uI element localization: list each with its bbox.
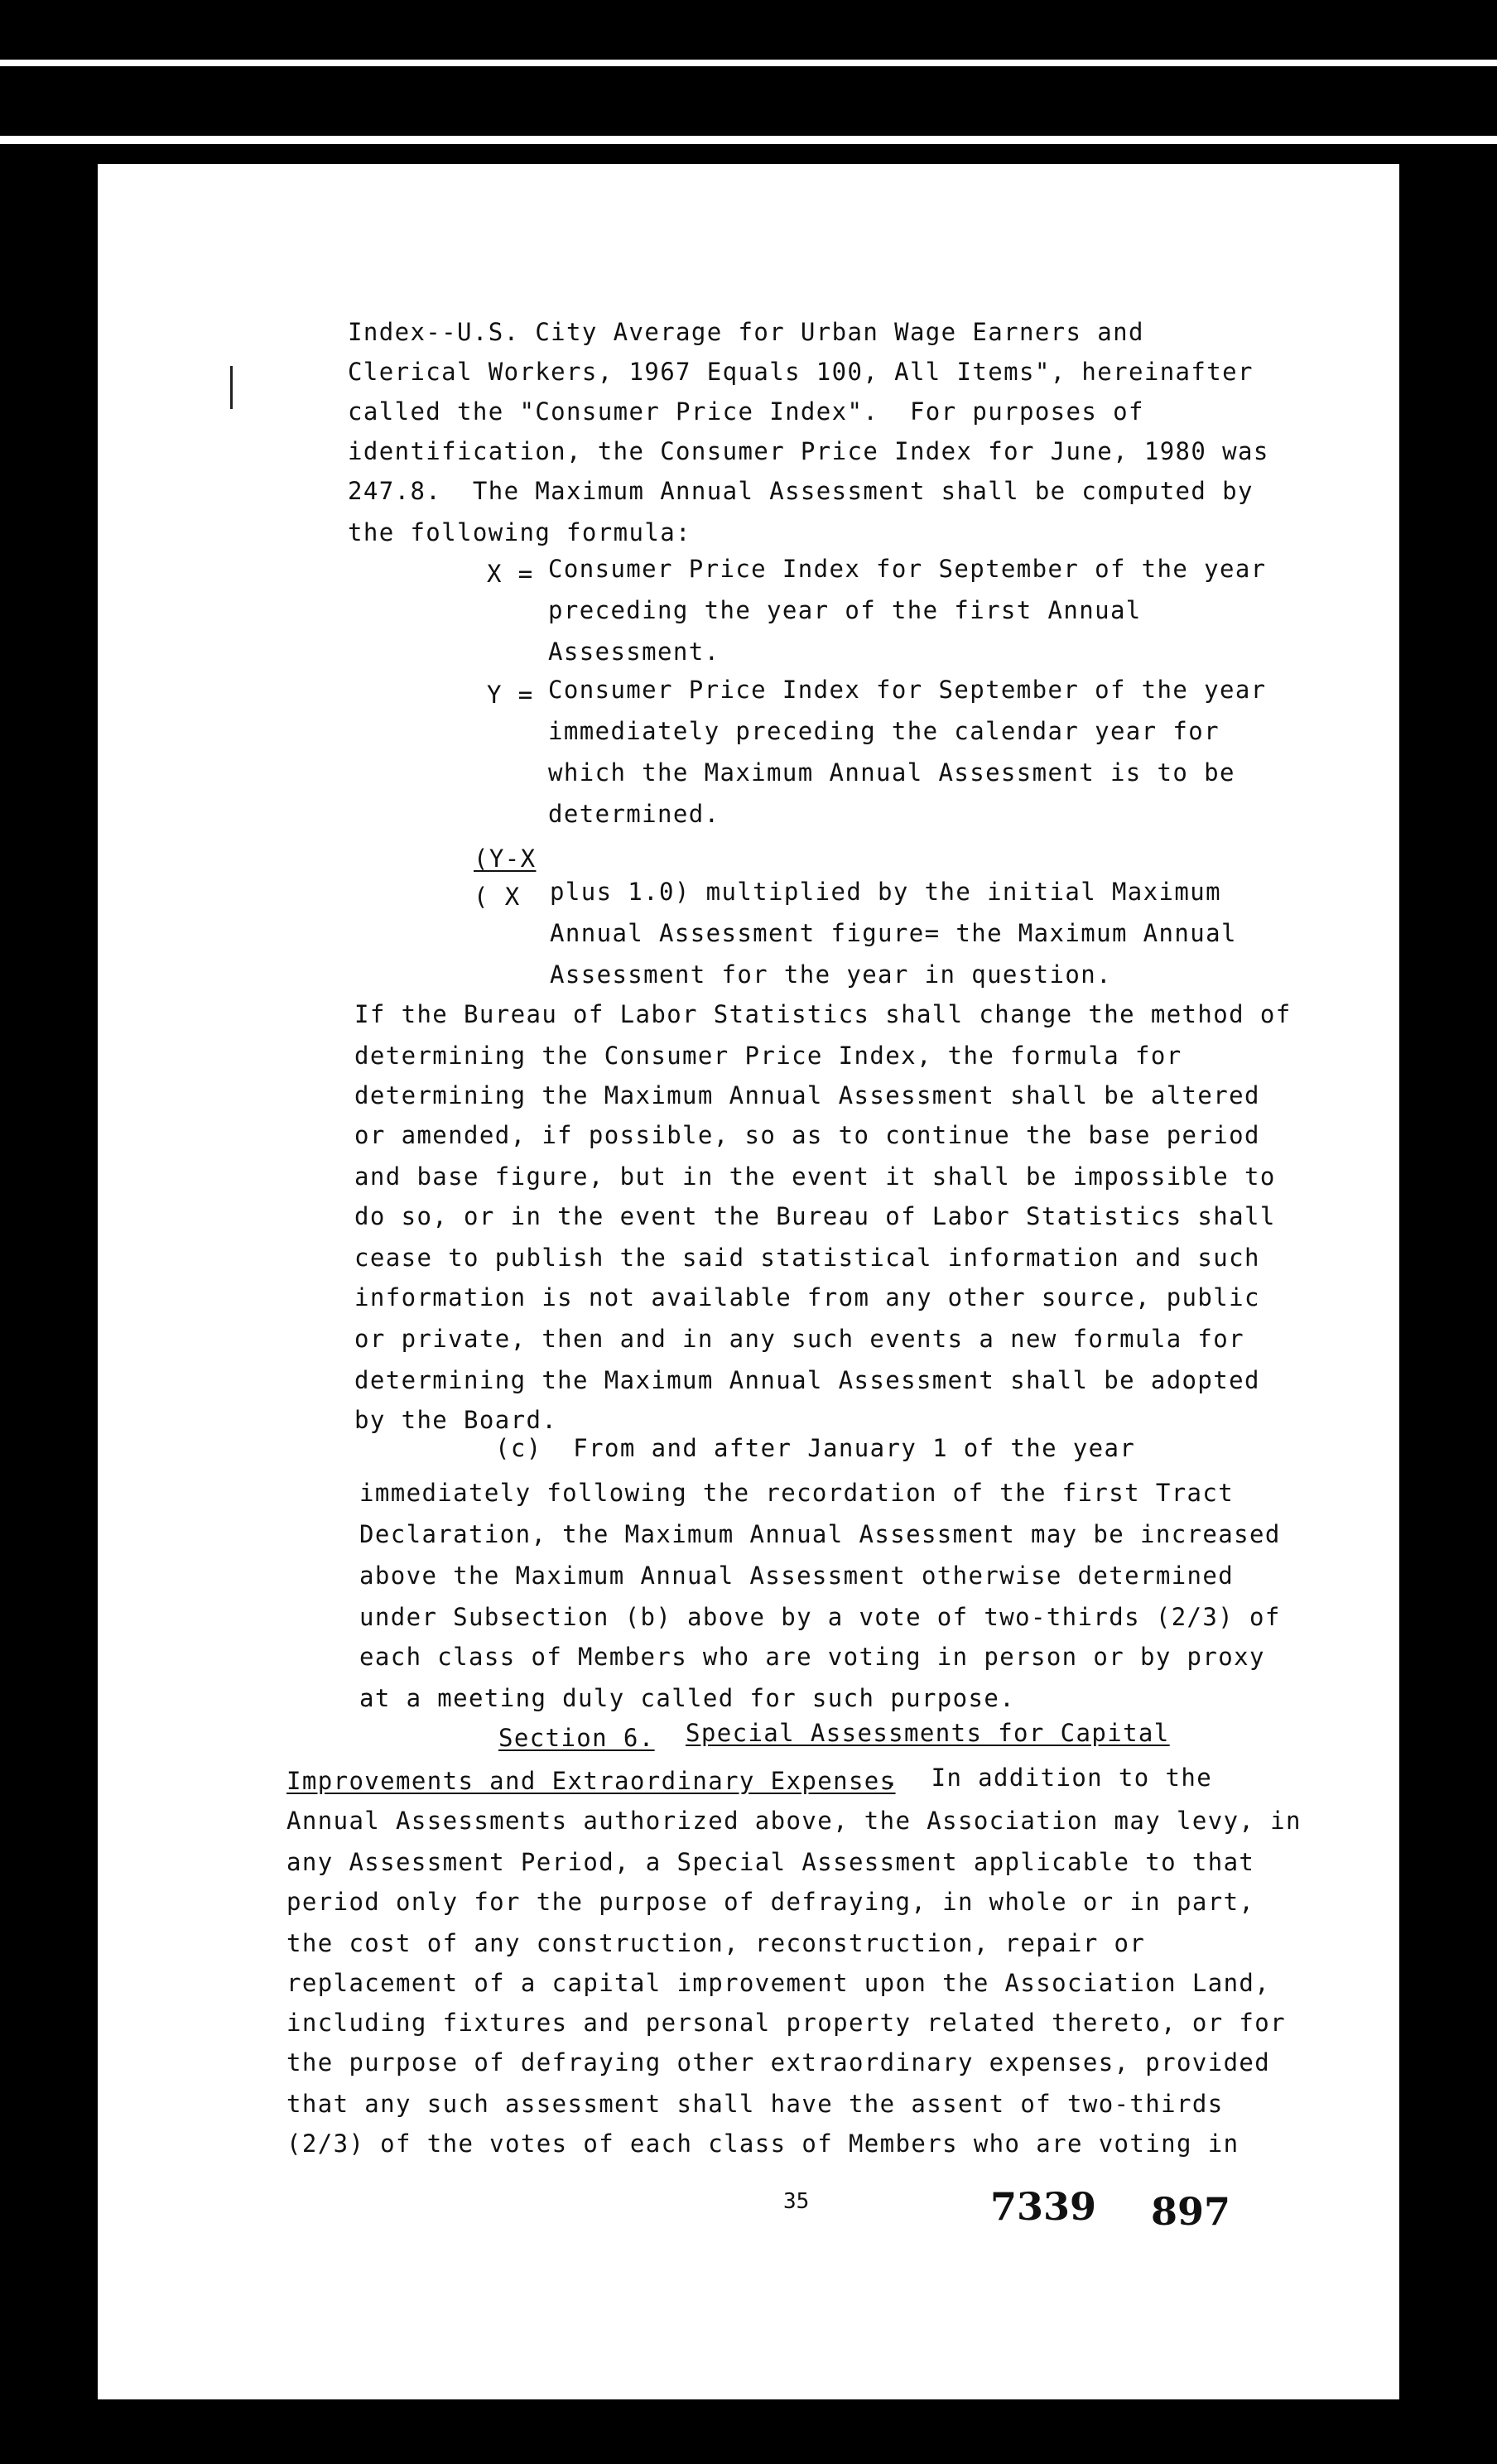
subsection-c-line: immediately following the recordation of the first Tract [359,1479,1235,1507]
formula-x-label: X = [487,560,534,588]
section6-title-continued: Improvements and Extraordinary Expenses [286,1767,896,1795]
formula-y-label: Y = [487,681,534,709]
section6-line: the purpose of defraying other extraordinary expenses, provided [286,2048,1271,2077]
body-line: or private, then and in any such events a new formula for [354,1325,1244,1353]
subsection-c-line: at a meeting duly called for such purpose. [359,1684,1016,1712]
subsection-c-line: above the Maximum Annual Assessment otherwise determined [359,1562,1235,1590]
subsection-c-line: each class of Members who are voting in person or by proxy [359,1643,1265,1671]
subsection-c-line: (c) From and after January 1 of the year [495,1434,1136,1462]
section6-line: the cost of any construction, reconstruction, repair or [286,1929,1146,1957]
body-line: by the Board. [354,1406,558,1434]
subsection-c-line: under Subsection (b) above by a vote of two-thirds (2/3) of [359,1603,1281,1631]
section6-title: Special Assessments for Capital [686,1719,1170,1747]
record-page-number: 897 [1151,2189,1231,2234]
section6-line: replacement of a capital improvement upon the Association Land, [286,1969,1271,1997]
scan-border-top [0,60,1497,66]
body-line: determining the Maximum Annual Assessment shall be altered [354,1081,1260,1109]
formula-result-line: plus 1.0) multiplied by the initial Maximum [550,878,1221,906]
body-line: 247.8. The Maximum Annual Assessment shall be computed by [348,477,1254,505]
margin-mark [230,366,233,409]
body-line: determining the Consumer Price Index, the formula for [354,1042,1182,1070]
formula-y-line: determined. [548,800,720,828]
body-line: information is not available from any other source, public [354,1283,1260,1311]
fraction-numerator: (Y-X [474,845,537,873]
body-line: If the Bureau of Labor Statistics shall change the method of [354,1000,1292,1028]
body-line: called the "Consumer Price Index". For purposes of [348,397,1144,426]
body-line: do so, or in the event the Bureau of Labor Statistics shall [354,1202,1276,1230]
body-line: or amended, if possible, so as to continue the base period [354,1121,1260,1149]
formula-y-line: immediately preceding the calendar year for [548,717,1220,745]
body-line: the following formula: [348,518,691,546]
section6-line: Annual Assessments authorized above, the Association may levy, in [286,1807,1302,1835]
body-line: identification, the Consumer Price Index for June, 1980 was [348,437,1269,465]
formula-x-line: Consumer Price Index for September of the year [548,555,1267,583]
section6-line: including fixtures and personal property related thereto, or for [286,2009,1287,2037]
body-line: and base figure, but in the event it shall be impossible to [354,1162,1276,1191]
formula-x-line: preceding the year of the first Annual [548,596,1142,624]
section6-number: Section 6. [498,1724,655,1752]
formula-x-line: Assessment. [548,638,720,666]
section6-line: (2/3) of the votes of each class of Members who are voting in [286,2130,1239,2158]
formula-result-line: Assessment for the year in question. [550,960,1112,989]
record-book-number: 7339 [990,2184,1097,2229]
body-line: cease to publish the said statistical information and such [354,1244,1260,1272]
scan-border-bottom [0,136,1497,144]
formula-result-line: Annual Assessment figure= the Maximum Annual [550,919,1237,947]
body-line: determining the Maximum Annual Assessment shall be adopted [354,1366,1260,1394]
section6-line: that any such assessment shall have the assent of two-thirds [286,2090,1224,2118]
body-line: Clerical Workers, 1967 Equals 100, All Items", hereinafter [348,358,1254,386]
subsection-c-line: Declaration, the Maximum Annual Assessment may be increased [359,1520,1281,1548]
body-line: Index--U.S. City Average for Urban Wage Earners and [348,318,1144,346]
section6-intro-tail: . In addition to the [884,1764,1213,1792]
section6-line: period only for the purpose of defraying, in whole or in part, [286,1888,1255,1916]
fraction-denominator: ( X [474,883,521,911]
section6-line: any Assessment Period, a Special Assessment applicable to that [286,1848,1255,1876]
page-number: 35 [783,2189,810,2214]
formula-y-line: Consumer Price Index for September of the year [548,676,1267,704]
formula-y-line: which the Maximum Annual Assessment is to be [548,758,1235,787]
